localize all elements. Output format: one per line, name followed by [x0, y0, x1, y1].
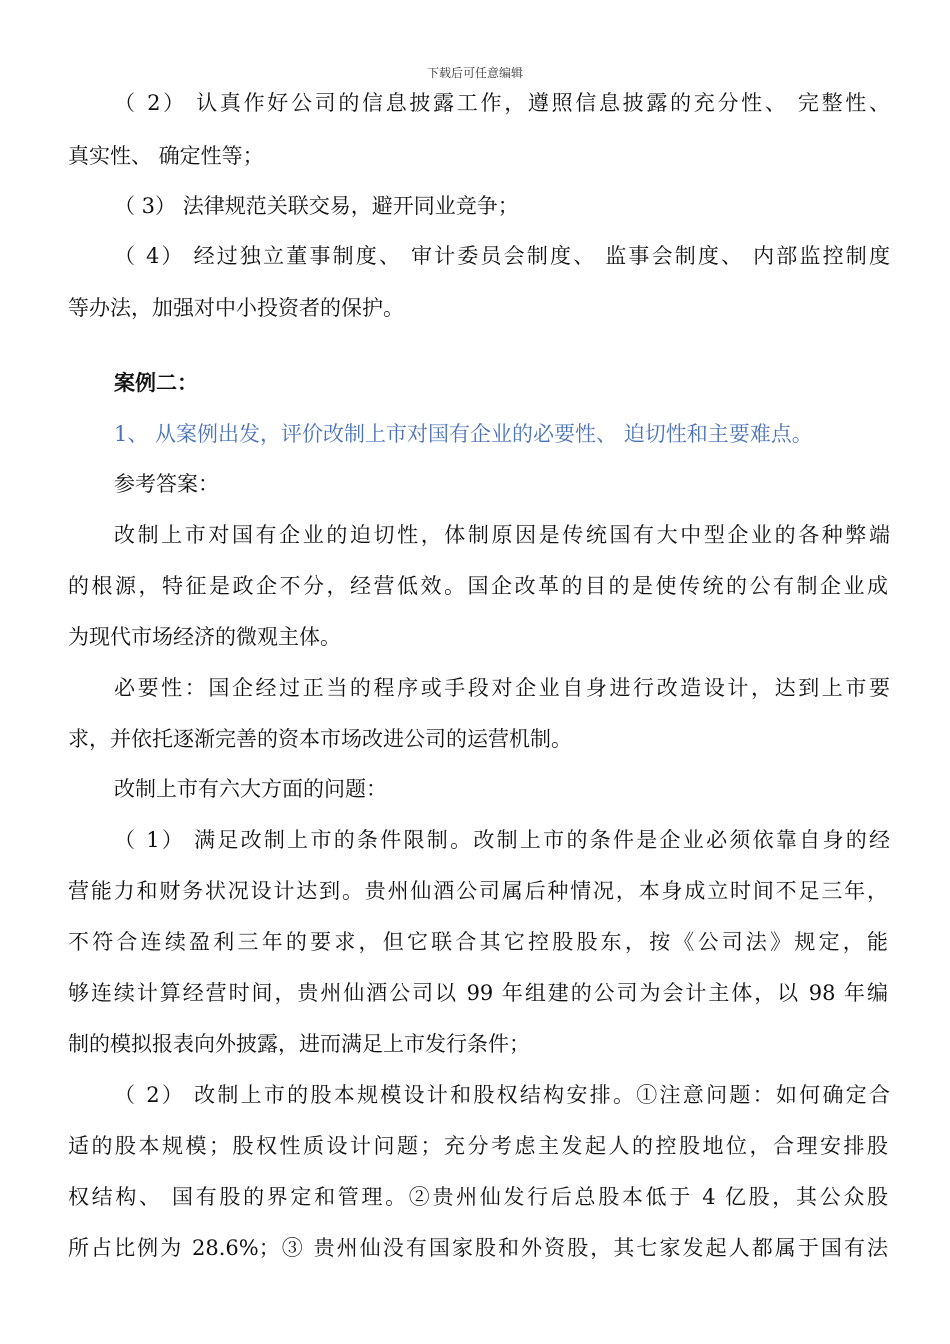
paragraph-line: 真实性、 确定性等； [68, 144, 264, 168]
paragraph-line: （ 1） 满足改制上市的条件限制。改制上市的条件是企业必须依靠自身的经 [114, 828, 890, 852]
paragraph-line: 所占比例为 28.6%；③ 贵州仙没有国家股和外资股，其七家发起人都属于国有法 [68, 1236, 888, 1260]
paragraph-line: 的根源，特征是政企不分，经营低效。国企改革的目的是使传统的公有制企业成 [68, 574, 888, 598]
paragraph-line: （ 2） 改制上市的股本规模设计和股权结构安排。①注意问题：如何确定合 [114, 1083, 890, 1107]
question-line: 1、 从案例出发，评价改制上市对国有企业的必要性、 迫切性和主要难点。 [114, 422, 813, 446]
paragraph-line: 为现代市场经济的微观主体。 [68, 625, 341, 649]
paragraph-line: 等办法，加强对中小投资者的保护。 [68, 296, 404, 320]
paragraph-line: 改制上市对国有企业的迫切性，体制原因是传统国有大中型企业的各种弊端 [114, 523, 890, 547]
paragraph-line: 够连续计算经营时间，贵州仙酒公司以 99 年组建的公司为会计主体，以 98 年编 [68, 981, 888, 1005]
section-heading: 案例二： [114, 371, 198, 395]
paragraph-line: 营能力和财务状况设计达到。贵州仙酒公司属后种情况，本身成立时间不足三年， [68, 879, 888, 903]
paragraph-line: （ 3） 法律规范关联交易，避开同业竞争； [114, 194, 519, 218]
answer-label: 参考答案： [114, 472, 219, 496]
paragraph-line: 权结构、 国有股的界定和管理。②贵州仙发行后总股本低于 4 亿股，其公众股 [68, 1185, 888, 1209]
paragraph-line: （ 2） 认真作好公司的信息披露工作，遵照信息披露的充分性、 完整性、 [114, 91, 890, 115]
paragraph-line: 不符合连续盈利三年的要求，但它联合其它控股股东，按《公司法》规定，能 [68, 930, 888, 954]
paragraph-line: 求，并依托逐渐完善的资本市场改进公司的运营机制。 [68, 727, 572, 751]
page-header: 下载后可任意编辑 [426, 66, 523, 80]
paragraph-line: 制的模拟报表向外披露，进而满足上市发行条件； [68, 1032, 530, 1056]
paragraph-line: 必要性：国企经过正当的程序或手段对企业自身进行改造设计，达到上市要 [114, 676, 890, 700]
paragraph-line: 适的股本规模；股权性质设计问题；充分考虑主发起人的控股地位，合理安排股 [68, 1134, 888, 1158]
paragraph-line: 改制上市有六大方面的问题： [114, 777, 387, 801]
paragraph-line: （ 4） 经过独立董事制度、 审计委员会制度、 监事会制度、 内部监控制度 [114, 244, 890, 268]
